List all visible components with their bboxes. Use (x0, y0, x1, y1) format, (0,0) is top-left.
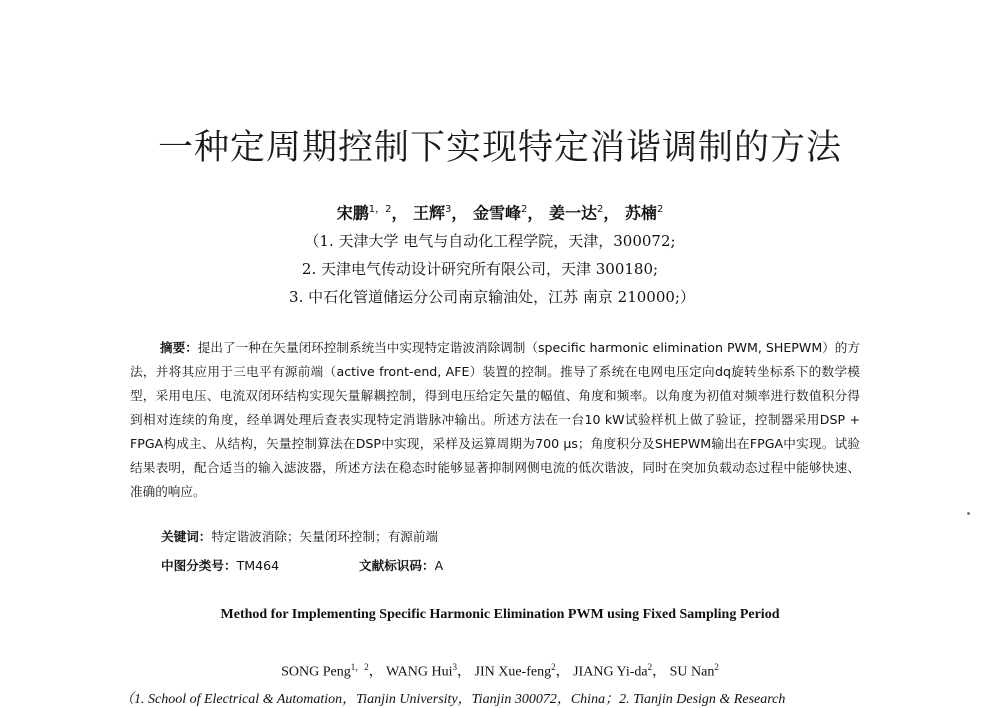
keywords (161, 526, 438, 545)
classification-line (161, 555, 861, 574)
document-code (359, 555, 443, 574)
english-author-mark: 3 (452, 662, 458, 672)
english-author-mark: 1，2 (350, 662, 369, 672)
affiliation-line: 3. 中石化管道储运分公司南京输油处，江苏 南京 210000;） (289, 288, 695, 306)
english-author-name: JIANG Yi-da (573, 664, 648, 680)
author-name: 姜一达 (548, 203, 597, 223)
author-affiliation-mark: 2 (656, 204, 664, 215)
author-affiliation-mark: 3 (445, 204, 452, 215)
affiliation-line: （1. 天津大学 电气与自动化工程学院，天津，300072; (304, 232, 676, 250)
affiliation-line: 2. 天津电气传动设计研究所有限公司，天津 300180; (301, 260, 659, 278)
english-author-name: WANG Hui (386, 664, 453, 680)
author-name: 金雪峰 (472, 203, 521, 223)
english-author-name: JIN Xue-feng (474, 664, 552, 680)
author-name: 宋鹏 (336, 203, 369, 223)
keywords-text: 特定谐波消除；矢量闭环控制；有源前端 (211, 529, 439, 544)
scan-speck (967, 512, 970, 515)
author-affiliation-mark: 2 (596, 204, 604, 215)
english-author-name: SONG Peng (281, 664, 351, 680)
keywords-label: 关键词： (161, 529, 212, 544)
english-author-mark: 2 (551, 662, 556, 672)
abstract (130, 336, 860, 504)
english-title: Method for Implementing Specific Harmonic Elimination PWM using Fixed Sampling Period (220, 607, 780, 622)
clc-value: TM464 (236, 558, 280, 573)
paper-title: 一种定周期控制下实现特定消谐调制的方法 (157, 128, 842, 168)
abstract-text: 提出了一种在矢量闭环控制系统当中实现特定谐波消除调制（specific harmonic elimination PWM, SHEPWM）的方法，并将其应用于三电平有源前端（active front-end, AFE）装置的控制。推导了系统在电网电压定向dq旋转坐标系下的数学模型，采用电压、电流双闭环结构实现矢量解耦控制，得到电压给定矢量的幅值、角度和频率。以角度为初值对频率进行数值积分得到相对连续的角度，经单调处理后查表实现特定消谐脉冲输出。所述方法在一台10 kW试验样机上做了验证，控制器采用DSP + FPGA构成主、从结构，矢量控制算法在DSP中实现，采样及运算周期为700 μs；角度积分及SHEPWM输出在FPGA中实现。试验结果表明，配合适当的输入滤波器，所述方法在稳态时能够显著抑制网侧电流的低次谐波，同时在突加负载动态过程中能够快速、准确的响应。 (130, 340, 860, 499)
clc-label: 中图分类号： (161, 558, 237, 573)
english-author-name: SU Nan (669, 664, 715, 680)
author-name: 王辉 (413, 203, 446, 223)
english-author-list: SONG Peng$^{1,2}$， WANG Hui$^3$， JIN Xue-feng$^2$， JIANG $Yi-da^2$， SU Nan$^2$ (281, 662, 719, 680)
author-affiliation-mark: 1，2 (368, 204, 392, 215)
doc-code-value: A (434, 558, 444, 573)
abstract-label: 摘要： (160, 340, 198, 355)
author-list: 宋鹏$^{1,2}$， 王辉$^3$， 金雪峰$^2$， 姜一达$^2$， 苏楠$^2$ (336, 203, 664, 223)
english-affiliation-line: （1. School of Electrical & Automation，Tianjin University，Tianjin 300072，China；2. Tianjin Design & Research (120, 692, 786, 707)
author-name: 苏楠 (624, 203, 657, 223)
doc-code-label: 文献标识码： (359, 558, 435, 573)
english-author-mark: 2 (714, 662, 719, 672)
english-author-mark: 2 (647, 662, 653, 672)
author-affiliation-mark: 2 (521, 204, 528, 215)
